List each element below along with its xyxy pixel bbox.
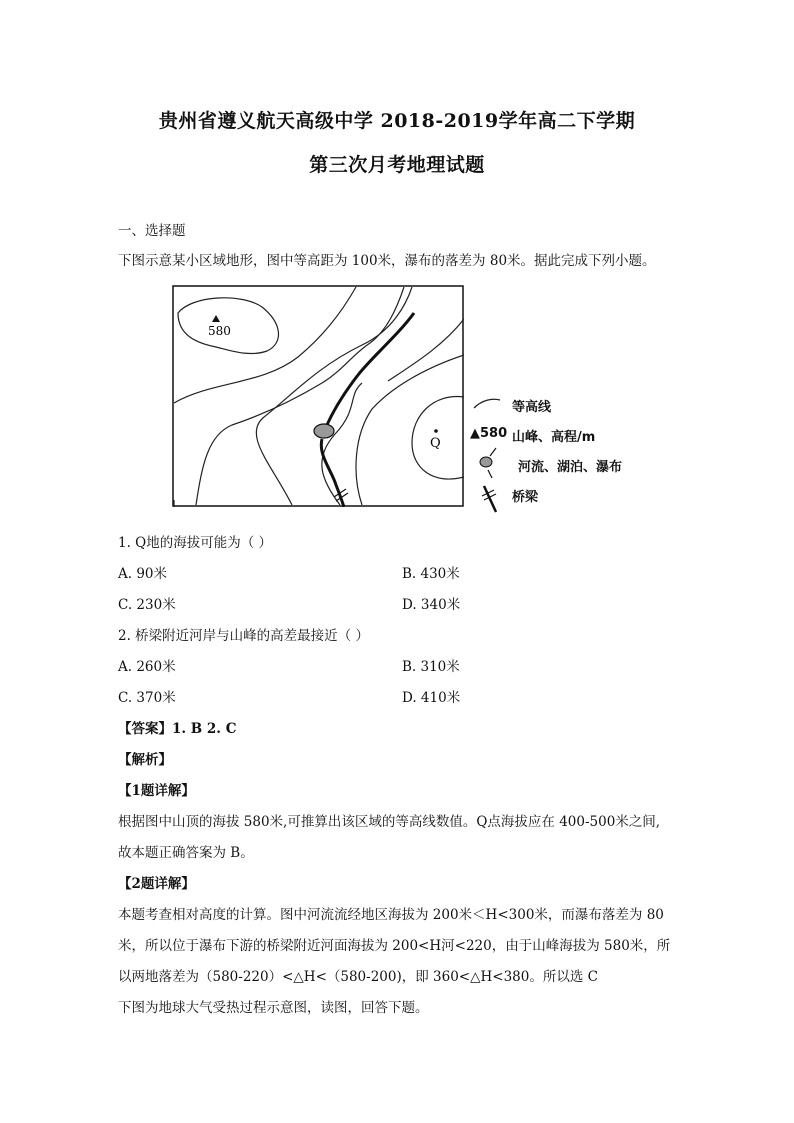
q1-detail-heading: 【1题详解】 (118, 783, 195, 799)
q1-option-b: B. 430米 (402, 566, 460, 582)
legend-lake-symbol (480, 457, 492, 467)
analysis-heading: 【解析】 (118, 752, 172, 768)
doc-title-line1: 贵州省遵义航天高级中学 2018-2019学年高二下学期 (158, 110, 636, 132)
q1-option-a: A. 90米 (118, 566, 168, 582)
q-point (434, 429, 438, 433)
answer-line: 【答案】1. B 2. C (118, 721, 237, 737)
question-2-stem: 2. 桥梁附近河岸与山峰的高差最接近（ ） (118, 628, 369, 644)
q1-option-c: C. 230米 (118, 597, 176, 613)
legend-contour-symbol (474, 399, 500, 408)
q2-detail-line3: 以两地落差为（580-220）<△H<（580-200)，即 360<△H<380。所以选 C (118, 969, 598, 985)
doc-title-line2: 第三次月考地理试题 (309, 154, 485, 176)
question-1-stem: 1. Q地的海拔可能为（ ） (118, 535, 273, 551)
section-intro: 下图示意某小区域地形，图中等高距为 100米，瀑布的落差为 80米。据此完成下列小题。 (118, 253, 656, 269)
legend-peak-value: ▲580 (470, 426, 508, 441)
peak-label: 580 (208, 324, 231, 338)
section-heading: 一、选择题 (118, 223, 186, 239)
q1-option-d: D. 340米 (402, 597, 461, 613)
legend-contour: 等高线 (512, 400, 552, 415)
lake-waterfall (314, 424, 334, 438)
q2-option-c: C. 370米 (118, 690, 176, 706)
topographic-map (172, 285, 464, 507)
legend-water: 河流、湖泊、瀑布 (518, 460, 623, 475)
map-legend (466, 390, 656, 515)
legend-bridge: 桥梁 (512, 490, 539, 505)
legend-peak: 山峰、高程/m (512, 430, 596, 445)
q2-detail-heading: 【2题详解】 (118, 876, 195, 892)
q2-option-d: D. 410米 (402, 690, 461, 706)
q-label: Q (430, 436, 441, 451)
q2-option-b: B. 310米 (402, 659, 460, 675)
q2-option-a: A. 260米 (118, 659, 176, 675)
q1-detail-line2: 故本题正确答案为 B。 (118, 845, 254, 861)
q2-detail-line1: 本题考查相对高度的计算。图中河流流经地区海拔为 200米＜H<300米，而瀑布落差为 80 (118, 907, 664, 923)
next-section-intro: 下图为地球大气受热过程示意图，读图，回答下题。 (118, 1000, 429, 1016)
q1-detail-line1: 根据图中山顶的海拔 580米,可推算出该区域的等高线数值。Q点海拔应在 400-500米之间, (118, 814, 661, 830)
q2-detail-line2: 米，所以位于瀑布下游的桥梁附近河面海拔为 200<H河<220，由于山峰海拔为 580米，所 (118, 938, 671, 954)
